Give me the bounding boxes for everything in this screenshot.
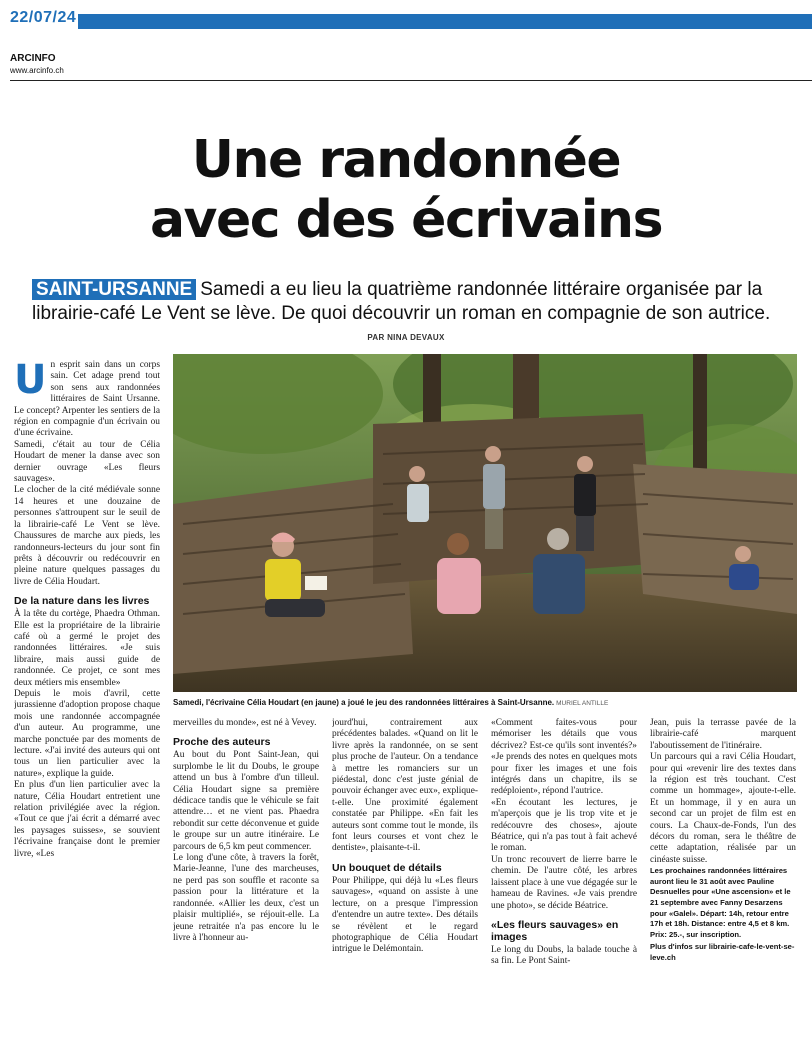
paragraph: Samedi, c'était au tour de Célia Houdart de mener la danse avec son dernier ouvrage «Les fleurs sauvages». xyxy=(14,439,160,485)
subheading: «Les fleurs sauvages» en images xyxy=(491,918,619,943)
paragraph: Pour Philippe, qui déjà lu «Les fleurs sauvages», «quand on assiste à une lecture, on a presque l'impression d'entendre un autre texte». Des détails se révèlent et le regard photographique de Célia Houdart intrigue le Delémontain. xyxy=(332,875,478,955)
paragraph: «Comment faites-vous pour mémoriser les détails que vous décrivez? Est-ce qu'ils sont inventés?» «Je prends des notes en quelques mots pour fixer les images et une fois intégrés dans un chapitre, ils se redéploient», répond l'autrice. xyxy=(491,718,637,797)
article-lead xyxy=(32,278,792,326)
paragraph: Un parcours qui a ravi Célia Houdart, pour qui «revenir lire des textes dans la région est très touchant. C'est comme un hommage», ajoute-t-elle. Et un hommage, il y en aura un second car un projet de film est en cours. La Chaux-de-Fonds, l'un des décors du roman, sera le théâtre de cette adaptation, réalisée par un cinéaste suisse. xyxy=(650,752,796,865)
publication-name: ARCINFO xyxy=(10,53,56,64)
text-column-1 xyxy=(14,360,160,1040)
paragraph: Un tronc recouvert de lierre barre le chemin. De l'autre côté, les arbres laissent place à une vue dégagée sur le hameau de Ravines. «Je vais prendre une photo», se décide Béatrice. xyxy=(491,854,637,911)
subheading: Un bouquet de détails xyxy=(332,861,442,874)
caption-text: Samedi, l'écrivaine Célia Houdart (en jaune) a joué le jeu des randonnées littéraires à Saint-Ursanne. xyxy=(173,698,555,707)
paragraph: Le long d'une côte, à travers la forêt, Marie-Jeanne, l'une des marcheuses, ne perd pas son souffle et raconte sa passion pour la littérature et la randonnée. «Allier les deux, c'est un plaisir multiplié», se réjouit-elle. La jeune retraitée n'a pas encore lu le livre à l'honneur au- xyxy=(173,853,319,943)
subheading: De la nature dans les livres xyxy=(14,595,150,608)
text-column-3 xyxy=(332,718,478,1040)
article-photo xyxy=(173,354,797,692)
paragraph: En plus d'un lien particulier avec la nature, Célia Houdart entretient une relation privilégiée avec la région. «Tout ce que j'ai écrit a démarré avec les paysages suisses», se souvient l'écrivaine française dont le premier livre, «Les xyxy=(14,780,160,859)
paragraph: merveilles du monde», est né à Vevey. xyxy=(173,718,317,728)
forest-reading-photo xyxy=(173,354,797,692)
issue-date: 22/07/24 xyxy=(10,9,77,26)
header-color-bar xyxy=(78,14,812,29)
info-link[interactable]: Plus d'infos sur librairie-cafe-le-vent-se-leve.ch xyxy=(650,942,795,963)
photo-caption xyxy=(173,698,797,707)
paragraph: «En écoutant les lectures, je m'aperçois que je lis trop vite et je redécouvre des choses», ajoute Béatrice, qui n'a pas tout à fait achevé le roman. xyxy=(491,797,637,854)
text-column-2 xyxy=(173,718,319,1040)
paragraph: Le long du Doubs, la balade touche à sa fin. Le Pont Saint- xyxy=(491,944,637,967)
paragraph-text: n esprit sain dans un corps sain. Cet adage prend tout son sens aux randonnées littéraires de Saint Ursanne. Le concept? Arpenter les sentiers de la région en compagnie d'un écrivain ou d'une écrivaine. xyxy=(14,360,160,439)
subheading: Proche des auteurs xyxy=(173,736,271,749)
paragraph xyxy=(14,360,160,440)
paragraph: Depuis le mois d'avril, cette jurassienne d'adoption propose chaque mois une randonnée accompagnée d'un auteur. Au programme, une marche ponctuée par des moments de lecture. «J'ai invité des auteurs qui ont tous un lien particulier avec la nature», explique la guide. xyxy=(14,688,160,779)
paragraph: Au bout du Pont Saint-Jean, qui surplombe le lit du Doubs, le groupe attend un bus à l'ombre d'un tilleul. Célia Houdart signe sa première dédicace tandis que le véhicule se fait attendre… et ne vient pas. Phaedra rebondit sur cette déconvenue et guide le groupe sur un autre itinéraire. Le parcours de 6,5 km peut commencer. xyxy=(173,750,319,852)
article-title-line-2: avec des écrivains xyxy=(149,190,663,250)
photo-credit: MURIEL ANTILLE xyxy=(556,700,609,707)
info-box: Les prochaines randonnées littéraires auront lieu le 31 août avec Pauline Desnuelles pour «Une ascension» et le 21 septembre avec Fanny Desarzens pour «Galel». Départ: 14h, retour entre 17h et 18h. Distance: entre 4,5 et 8 km. Prix: 25.-, sur inscription. xyxy=(650,866,791,939)
drop-cap: U xyxy=(14,360,47,403)
byline: PAR NINA DEVAUX xyxy=(367,333,445,342)
header-divider xyxy=(10,80,812,81)
paragraph: jourd'hui, contrairement aux précédentes balades. «Quand on lit le livre après la randonnée, on se sent plus proche de l'auteur. On a tendance à mettre les romanciers sur un piédestal, donc c'est juste génial de pouvoir échanger avec eux», explique-t-elle. Une proximité également constatée par Philippe. «En fait les auteurs sont comme tout le monde, ils font leurs courses et vont chez le dentiste», plaisante-t-il. xyxy=(332,718,478,854)
paragraph: À la tête du cortège, Phaedra Othman. Elle est la propriétaire de la librairie café où a germé le projet des randonnées littéraires. «Je suis libraire, mais aussi guide de randonnée. Ce projet, ce sont mes deux métiers mis ensemble» xyxy=(14,609,160,688)
text-column-4 xyxy=(491,718,637,1040)
paragraph: Le clocher de la cité médiévale sonne 14 heures et une douzaine de personnes s'attroupent sur le seuil de la librairie-café Le Vent se lève. Chaussures de marche aux pieds, les randonneurs-lecteurs du jour sont fin prêts à découvrir ou redécouvrir en pleine nature quelques passages du livre de Célia Houdart. xyxy=(14,485,160,587)
article-title-line-1: Une randonnée xyxy=(191,130,621,190)
publication-website: www.arcinfo.ch xyxy=(10,66,64,75)
lead-text: Samedi a eu lieu la quatrième randonnée littéraire organisée par la librairie-café Le Vent se lève. De quoi découvrir un roman en compagnie de son autrice. xyxy=(32,279,771,324)
place-tag: SAINT-URSANNE xyxy=(32,279,196,300)
text-column-5 xyxy=(650,718,796,1040)
article-title xyxy=(0,130,812,250)
paragraph: Jean, puis la terrasse pavée de la librairie-café marquent l'aboutissement de l'itinéraire. xyxy=(650,718,796,751)
